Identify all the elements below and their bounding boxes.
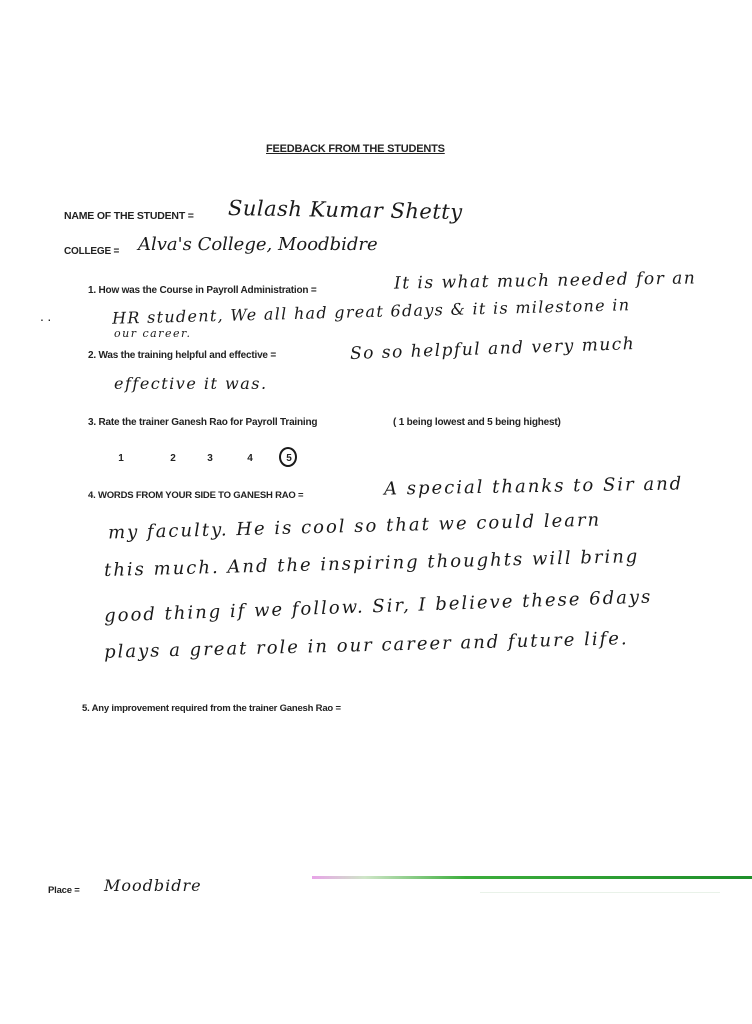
question-1-label: 1. How was the Course in Payroll Administration = bbox=[88, 285, 317, 296]
question-3-label: 3. Rate the trainer Ganesh Rao for Payroll Training bbox=[88, 417, 318, 428]
scan-artifact-line bbox=[312, 876, 752, 879]
rating-option-4: 4 bbox=[247, 453, 253, 464]
rating-option-1: 1 bbox=[118, 453, 124, 464]
rating-option-2: 2 bbox=[170, 453, 176, 464]
question-2-label: 2. Was the training helpful and effective = bbox=[88, 350, 277, 361]
form-title: FEEDBACK FROM THE STUDENTS bbox=[266, 143, 445, 155]
college-handwritten: Alva's College, Moodbidre bbox=[138, 234, 378, 255]
question-4-answer-line: A special thanks to Sir and bbox=[383, 473, 684, 500]
question-4-answer-line: plays a great role in our career and future life. bbox=[103, 628, 629, 663]
place-label: Place = bbox=[48, 885, 80, 896]
question-1-answer-line: It is what much needed for an bbox=[393, 268, 697, 294]
rating-option-5: 5 bbox=[286, 453, 292, 464]
stray-mark: . . bbox=[40, 308, 52, 324]
question-2-answer-line: effective it was. bbox=[114, 374, 268, 393]
question-1-answer-line: HR student, We all had great 6days & it is milestone in bbox=[111, 295, 631, 328]
student-name-label: NAME OF THE STUDENT = bbox=[64, 210, 194, 222]
student-name-handwritten: Sulash Kumar Shetty bbox=[227, 195, 463, 225]
rating-option-3: 3 bbox=[207, 453, 213, 464]
place-handwritten: Moodbidre bbox=[104, 876, 202, 895]
college-label: COLLEGE = bbox=[64, 246, 120, 257]
rating-scale-note: ( 1 being lowest and 5 being highest) bbox=[393, 417, 561, 428]
question-1-answer-line: our career. bbox=[114, 327, 192, 340]
question-4-label: 4. WORDS FROM YOUR SIDE TO GANESH RAO = bbox=[88, 490, 304, 501]
question-4-answer-line: my faculty. He is cool so that we could learn bbox=[107, 509, 602, 544]
question-2-answer-line: So so helpful and very much bbox=[349, 334, 636, 364]
question-4-answer-line: this much. And the inspiring thoughts will bring bbox=[103, 545, 640, 582]
scan-artifact-faint bbox=[480, 892, 720, 893]
question-4-answer-line: good thing if we follow. Sir, I believe these 6days bbox=[103, 586, 653, 627]
question-5-label: 5. Any improvement required from the trainer Ganesh Rao = bbox=[82, 703, 341, 714]
selected-rating-circle bbox=[279, 447, 297, 467]
